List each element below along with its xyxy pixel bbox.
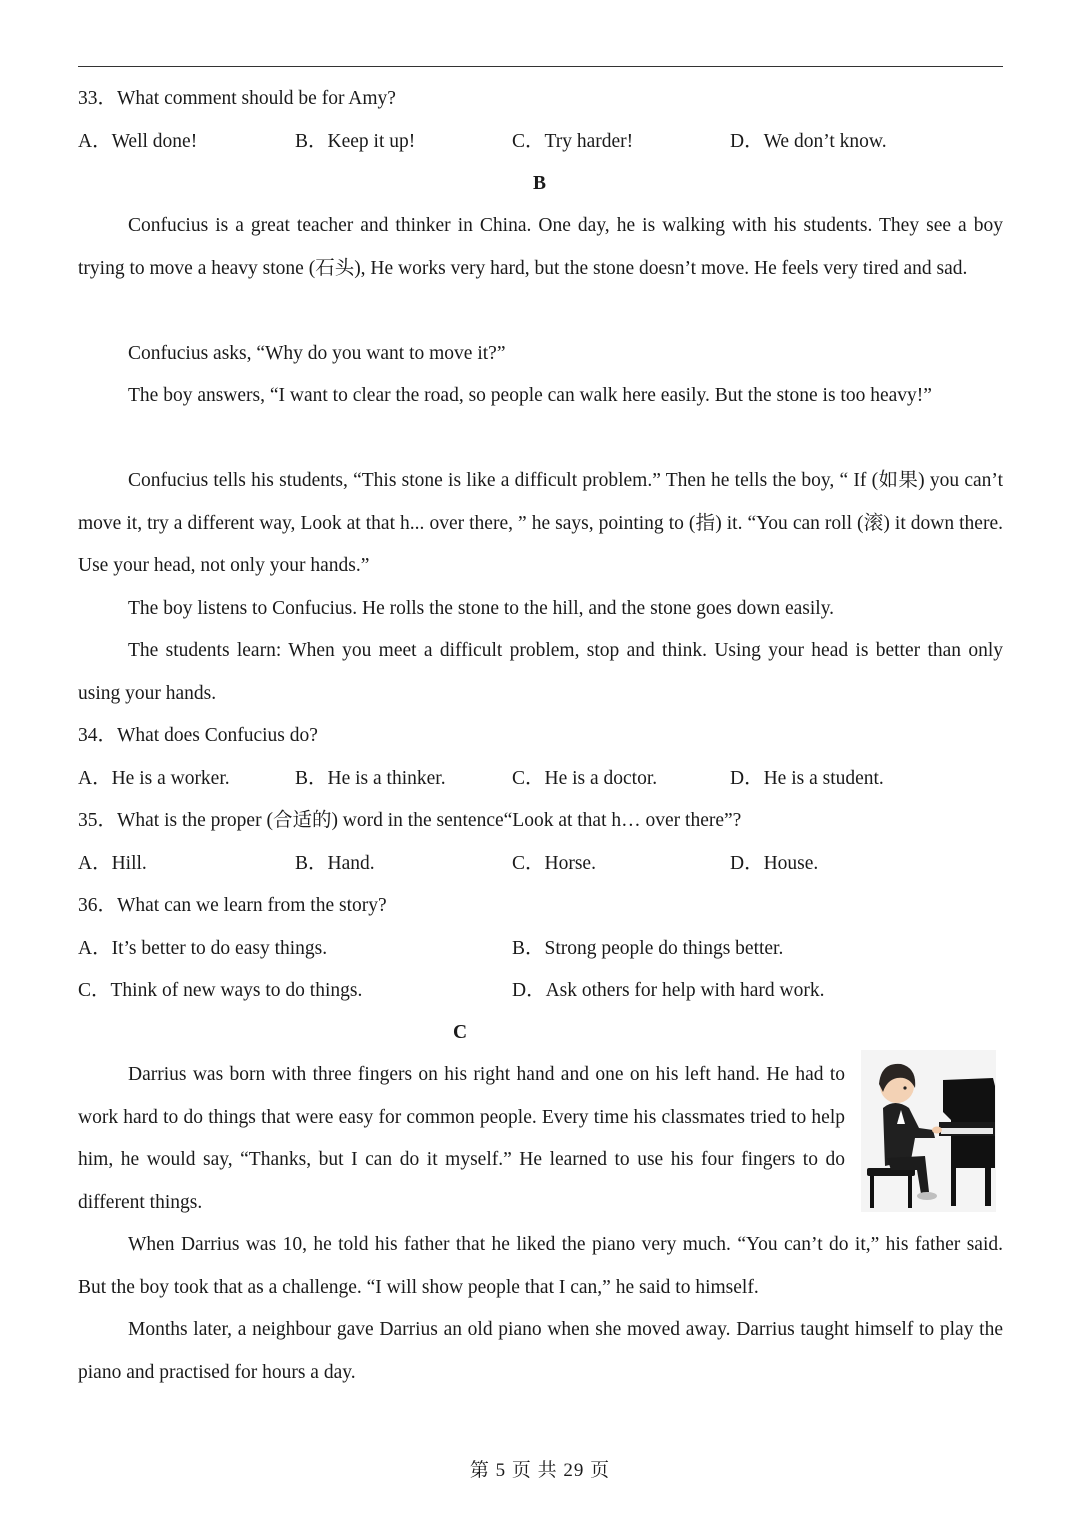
q36-option-c: C．Think of new ways to do things. xyxy=(78,980,363,1001)
q33-option-c: C．Try harder! xyxy=(512,131,634,152)
question-33: 33．What comment should be for Amy? xyxy=(78,88,396,109)
q34-option-c: C．He is a doctor. xyxy=(512,768,658,789)
section-c-paragraph-1: Darrius was born with three fingers on his right hand and one on his left hand. He had to work hard to do things that were easy for common people. Every time his classmates tried to help him, he would say, “Thanks, but I can do it myself.” He learned to use his four fingers to do different things. xyxy=(78,1064,845,1213)
page-footer: 第 5 页 共 29 页 xyxy=(469,1460,611,1481)
q35-option-d: D．House. xyxy=(730,853,819,874)
q33-option-d: D．We don’t know. xyxy=(730,131,887,152)
section-c-paragraph-3: Months later, a neighbour gave Darrius an old piano when she moved away. Darrius taught himself to play the piano and practised for hours a day. xyxy=(78,1319,1003,1383)
question-35: 35．What is the proper (合适的) word in the sentence“Look at that h… over there”? xyxy=(78,810,742,831)
q36-option-b: B．Strong people do things better. xyxy=(512,938,784,959)
q33-option-b: B．Keep it up! xyxy=(295,131,416,152)
header-rule xyxy=(78,66,1003,67)
q35-option-a: A．Hill. xyxy=(78,853,147,874)
section-b-paragraph-4: Confucius tells his students, “This stone is like a difficult problem.” Then he tells the boy, “ If (如果) you can’t move it, try a different way, Look at that h... over there, ” he says, pointing to (指) it. “You can roll (滚) it down there. Use your head, not only your hands.” xyxy=(78,470,1003,576)
q35-option-c: C．Horse. xyxy=(512,853,596,874)
section-b-paragraph-1: Confucius is a great teacher and thinker in China. One day, he is walking with his students. They see a boy trying to move a heavy stone (石头), He works very hard, but the stone doesn’t move. He feels very tired and sad. xyxy=(78,215,1003,279)
section-b-paragraph-6: The students learn: When you meet a difficult problem, stop and think. Using your head is better than only using your hands. xyxy=(78,640,1003,704)
q33-option-a: A．Well done! xyxy=(78,131,198,152)
q34-option-d: D．He is a student. xyxy=(730,768,884,789)
boy-playing-piano-illustration xyxy=(861,1050,996,1212)
q35-option-b: B．Hand. xyxy=(295,853,375,874)
section-c-paragraph-2: When Darrius was 10, he told his father that he liked the piano very much. “You can’t do it,” his father said. But the boy took that as a challenge. “I will show people that I can,” he said to himself. xyxy=(78,1234,1003,1298)
question-34: 34．What does Confucius do? xyxy=(78,725,318,746)
section-b-heading: B xyxy=(533,173,547,194)
section-b-paragraph-3: The boy answers, “I want to clear the road, so people can walk here easily. But the stone is too heavy!” xyxy=(128,385,932,406)
section-c-heading: C xyxy=(453,1022,468,1043)
q36-option-a: A．It’s better to do easy things. xyxy=(78,938,328,959)
q36-option-d: D．Ask others for help with hard work. xyxy=(512,980,825,1001)
q34-option-a: A．He is a worker. xyxy=(78,768,230,789)
question-36: 36．What can we learn from the story? xyxy=(78,895,387,916)
section-b-paragraph-2: Confucius asks, “Why do you want to move it?” xyxy=(128,343,506,364)
section-b-paragraph-5: The boy listens to Confucius. He rolls the stone to the hill, and the stone goes down easily. xyxy=(128,598,835,619)
q34-option-b: B．He is a thinker. xyxy=(295,768,446,789)
